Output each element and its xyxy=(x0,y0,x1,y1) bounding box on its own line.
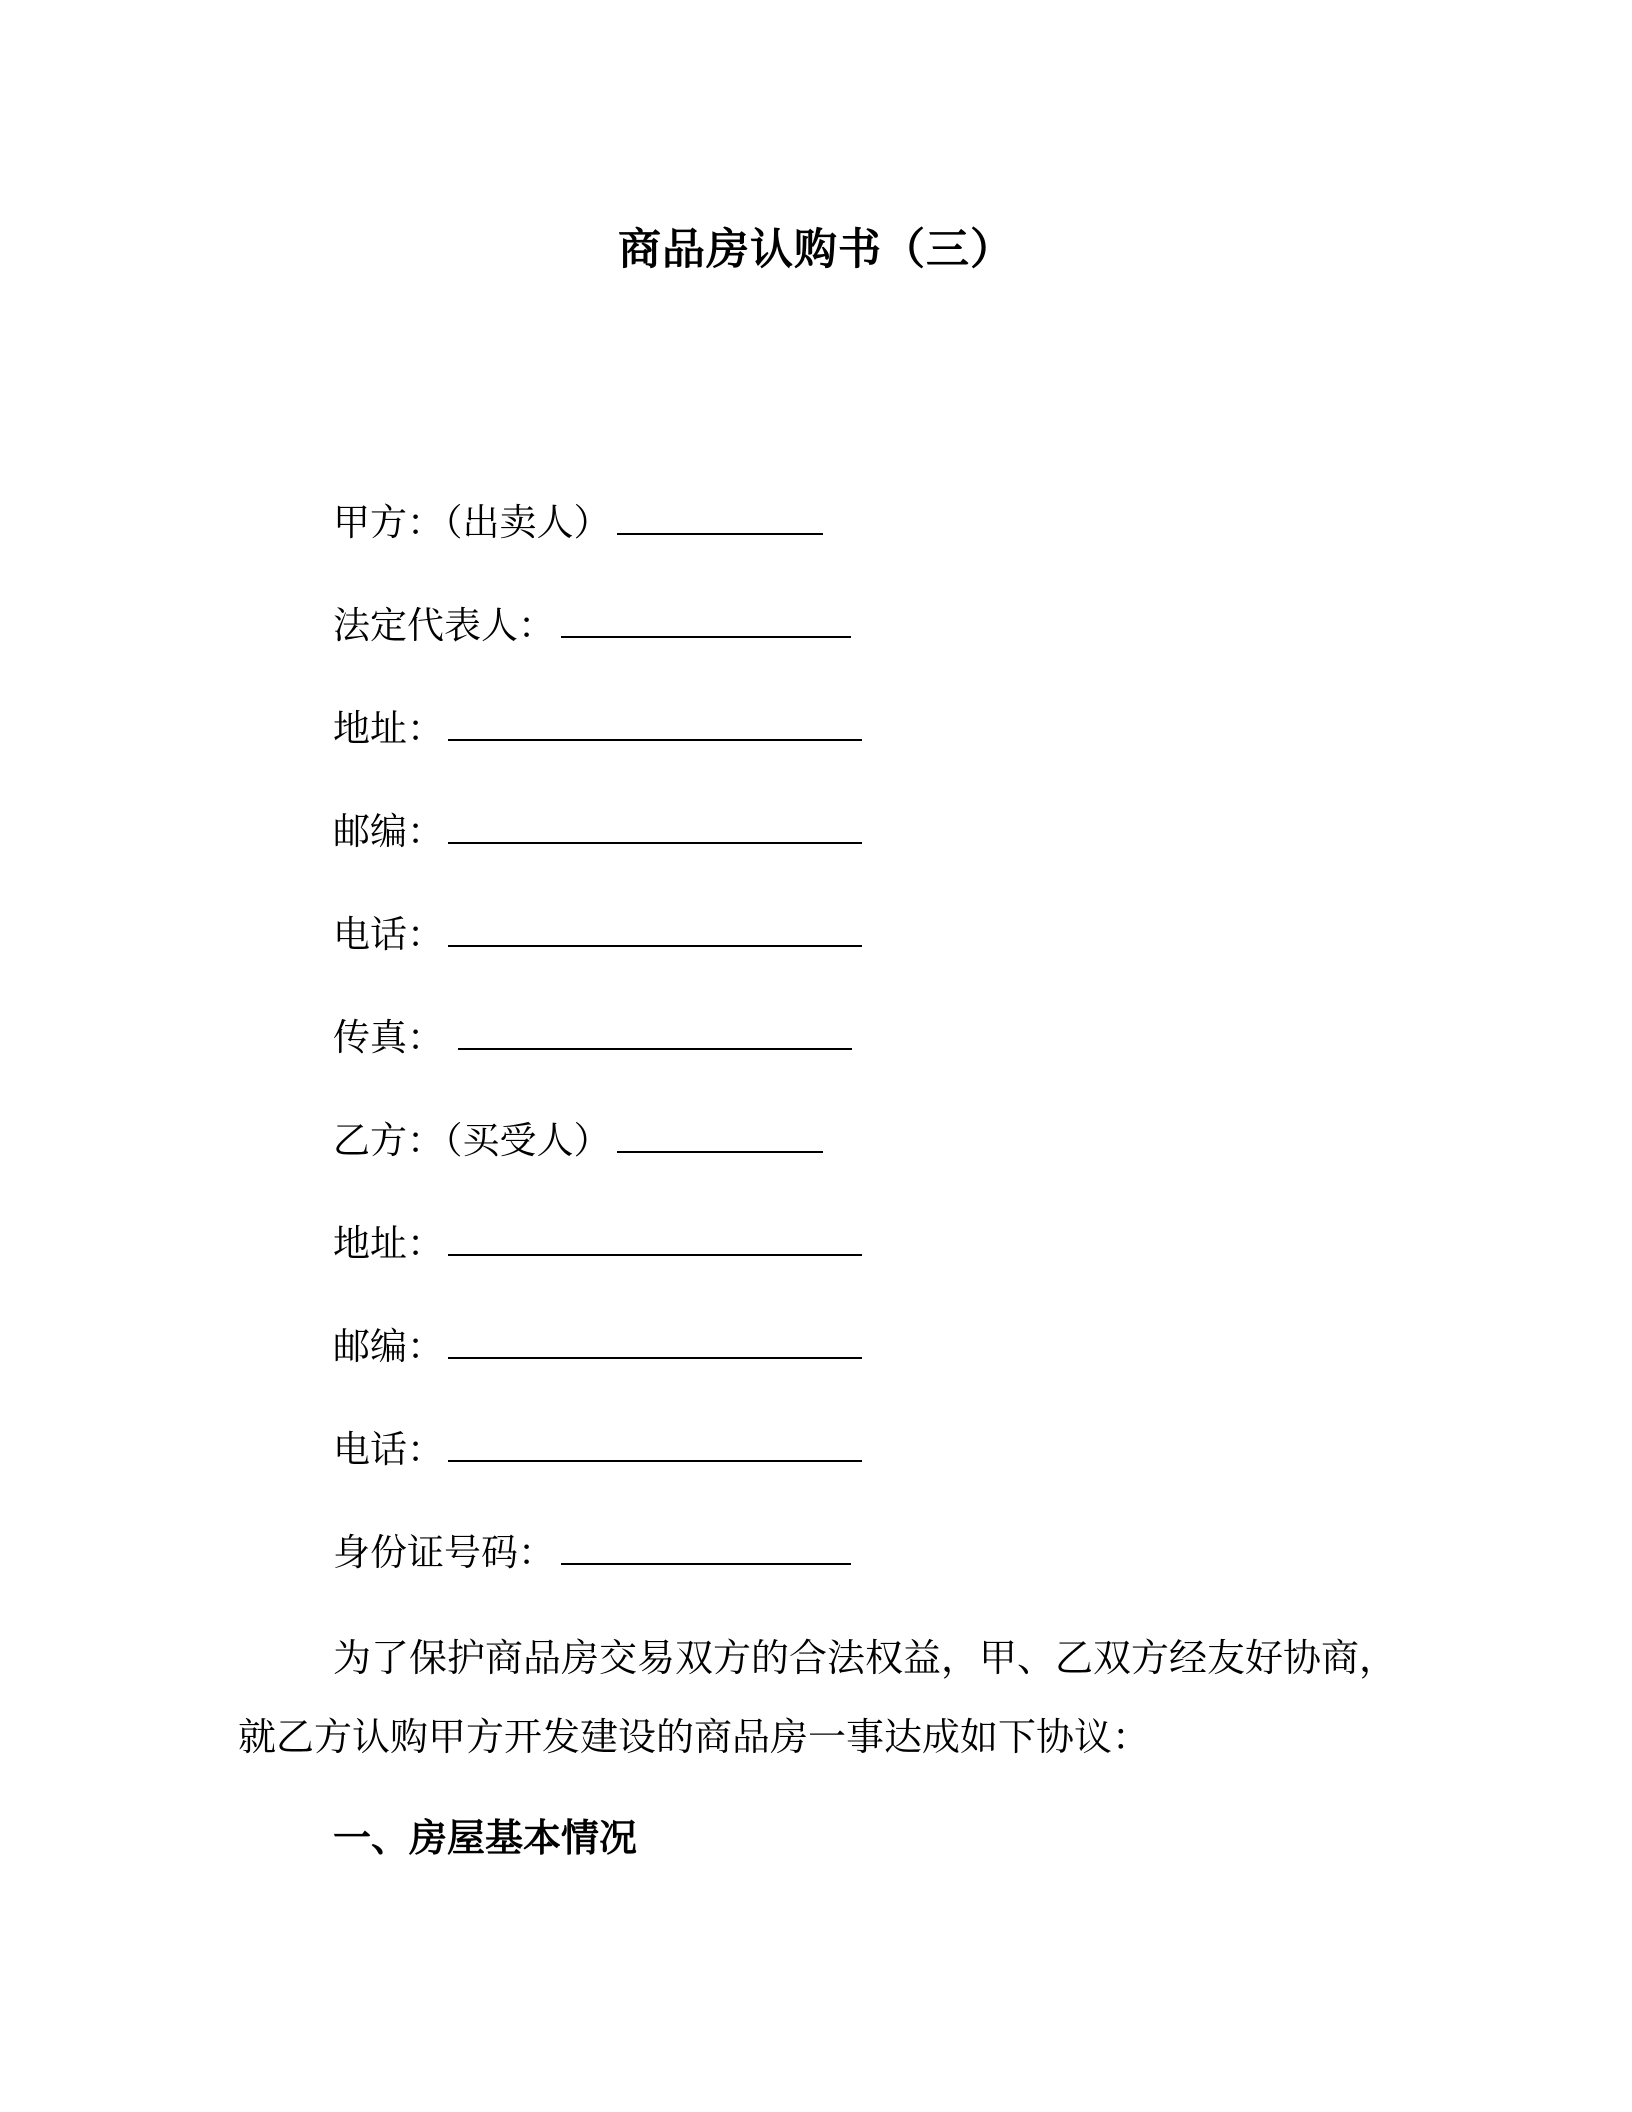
buyer-phone-blank[interactable] xyxy=(448,1426,862,1462)
buyer-address-label: 地址： xyxy=(333,1222,444,1265)
buyer-postcode-label: 邮编： xyxy=(333,1325,444,1368)
seller-field xyxy=(333,498,823,548)
seller-address-blank[interactable] xyxy=(448,705,862,741)
buyer-id-number-label: 身份证号码： xyxy=(333,1531,555,1574)
buyer-blank[interactable] xyxy=(617,1117,823,1153)
buyer-address-field xyxy=(333,1219,862,1269)
seller-phone-blank[interactable] xyxy=(448,911,862,947)
seller-label: 甲方：（出卖人） xyxy=(333,501,611,544)
seller-postcode-field xyxy=(333,807,862,857)
seller-blank[interactable] xyxy=(617,499,823,535)
seller-postcode-label: 邮编： xyxy=(333,810,444,853)
buyer-address-blank[interactable] xyxy=(448,1220,862,1256)
seller-phone-field xyxy=(333,910,862,960)
seller-fax-label: 传真： xyxy=(333,1016,444,1059)
legal-representative-label: 法定代表人： xyxy=(333,604,555,647)
buyer-id-number-field xyxy=(333,1528,851,1578)
legal-representative-field xyxy=(333,601,851,651)
buyer-postcode-blank[interactable] xyxy=(448,1323,862,1359)
seller-address-field xyxy=(333,704,862,754)
seller-fax-field xyxy=(333,1013,852,1063)
buyer-phone-label: 电话： xyxy=(333,1428,444,1471)
buyer-label: 乙方：（买受人） xyxy=(333,1119,611,1162)
legal-representative-blank[interactable] xyxy=(561,602,851,638)
seller-postcode-blank[interactable] xyxy=(448,808,862,844)
intro-paragraph-line-2: 就乙方认购甲方开发建设的商品房一事达成如下协议： xyxy=(238,1715,1151,1759)
buyer-field xyxy=(333,1116,823,1166)
section-heading-house-info: 一、房屋基本情况 xyxy=(333,1816,638,1860)
intro-paragraph-line-1: 为了保护商品房交易双方的合法权益，甲、乙双方经友好协商， xyxy=(333,1636,1398,1680)
buyer-phone-field xyxy=(333,1425,862,1475)
seller-phone-label: 电话： xyxy=(333,913,444,956)
seller-fax-blank[interactable] xyxy=(458,1014,852,1050)
buyer-postcode-field xyxy=(333,1322,862,1372)
buyer-id-number-blank[interactable] xyxy=(561,1529,851,1565)
seller-address-label: 地址： xyxy=(333,707,444,750)
document-title: 商品房认购书（三） xyxy=(618,225,1014,275)
